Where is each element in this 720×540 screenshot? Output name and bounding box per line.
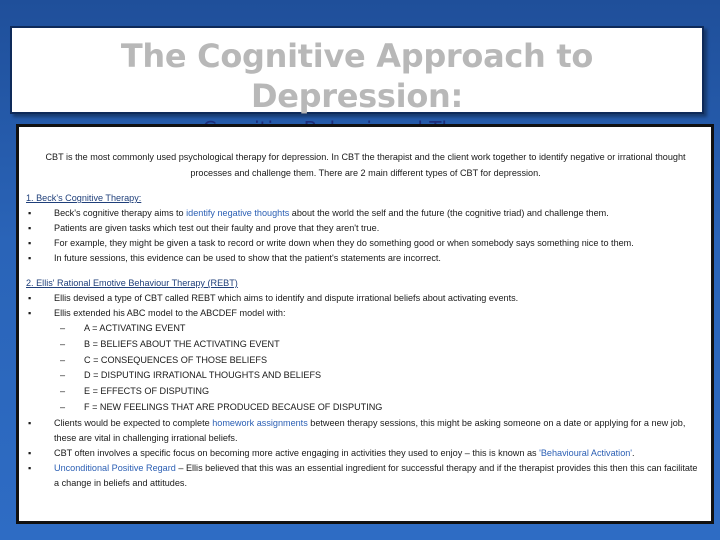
spacer — [26, 266, 705, 276]
abcdef-item — [26, 321, 705, 337]
text: Ellis extended his ABC model to the ABCDEF model with: — [54, 308, 286, 318]
dash-icon: – — [60, 354, 66, 365]
dash-icon: – — [60, 323, 66, 333]
dash-icon: – — [60, 401, 66, 412]
text: . — [632, 447, 635, 458]
text: – Ellis believed that this was an essential ingredient for successful therapy and if the therapist provides this then this can facilitate a change in beliefs and attitudes. — [54, 462, 698, 488]
text: A = ACTIVATING EVENT — [84, 323, 186, 333]
text: For example, they might be given a task to record or write down when they do something good or when somebody says something nice to them. — [54, 238, 634, 248]
intro-paragraph: CBT is the most commonly used psychological therapy for depression. In CBT the therapist and the client work together to identify negative or irrational thought processes and challenge them. There are 2 main different types of CBT for depression. — [45, 152, 686, 178]
highlight-text: Unconditional Positive Regard — [54, 462, 176, 473]
ellis-list-continued — [26, 416, 705, 491]
ellis-heading: 2. Ellis' Rational Emotive Behaviour Therapy (REBT) — [26, 278, 238, 288]
beck-heading: 1. Beck's Cognitive Therapy: — [26, 193, 142, 203]
list-item — [26, 251, 705, 266]
dash-icon: – — [60, 386, 66, 397]
list-item — [26, 446, 705, 461]
content-body — [19, 127, 711, 491]
bullet-icon: ▪ — [28, 447, 32, 458]
text: In future sessions, this evidence can be used to show that the patient's statements are incorrect. — [54, 253, 441, 263]
abcdef-list — [26, 321, 705, 416]
list-item — [26, 221, 705, 236]
bullet-icon: ▪ — [28, 208, 32, 218]
list-item — [26, 461, 705, 491]
bullet-icon: ▪ — [28, 462, 32, 473]
list-item — [26, 291, 705, 306]
text: Ellis devised a type of CBT called REBT which aims to identify and dispute irrational beliefs about activating events. — [54, 293, 519, 303]
beck-list — [26, 206, 705, 266]
abcdef-item — [26, 400, 705, 416]
text: CBT often involves a specific focus on becoming more active engaging in activities they used to enjoy – this is known as — [54, 447, 540, 458]
text: Clients would be expected to complete — [54, 417, 213, 428]
abcdef-item — [26, 368, 705, 384]
abcdef-item — [26, 353, 705, 369]
list-item — [26, 206, 705, 221]
text: between therapy sessions, this might be asking someone on a date or applying for a new job, these are vital in challenging irrational beliefs. — [54, 417, 686, 443]
text: D = DISPUTING IRRATIONAL THOUGHTS AND BELIEFS — [84, 370, 322, 381]
list-item — [26, 416, 705, 446]
text: F = NEW FEELINGS THAT ARE PRODUCED BECAUSE OF DISPUTING — [84, 401, 383, 412]
content-box — [16, 124, 714, 524]
bullet-icon: ▪ — [28, 238, 32, 248]
abcdef-item — [26, 384, 705, 400]
text: B = BELIEFS ABOUT THE ACTIVATING EVENT — [84, 338, 280, 349]
slide-title: The Cognitive Approach to Depression: — [120, 37, 594, 115]
text: about the world the self and the future (the cognitive triad) and challenge them. — [289, 208, 609, 218]
text: C = CONSEQUENCES OF THOSE BELIEFS — [84, 354, 268, 365]
highlight-text: identify negative thoughts — [186, 208, 290, 218]
bullet-icon: ▪ — [28, 308, 32, 318]
text: E = EFFECTS OF DISPUTING — [84, 386, 210, 397]
bullet-icon: ▪ — [28, 417, 32, 428]
text: Patients are given tasks which test out their faulty and prove that they aren't true. — [54, 223, 380, 233]
list-item — [26, 236, 705, 251]
text: Beck's cognitive therapy aims to — [54, 208, 187, 218]
highlight-text: 'Behavioural Activation' — [539, 447, 633, 458]
bullet-icon: ▪ — [28, 293, 32, 303]
bullet-icon: ▪ — [28, 223, 32, 233]
dash-icon: – — [60, 338, 66, 349]
bullet-icon: ▪ — [28, 253, 32, 263]
highlight-text: homework assignments — [212, 417, 308, 428]
abcdef-item — [26, 337, 705, 353]
title-box — [10, 26, 704, 114]
list-item — [26, 306, 705, 321]
dash-icon: – — [60, 370, 66, 381]
ellis-list — [26, 291, 705, 321]
